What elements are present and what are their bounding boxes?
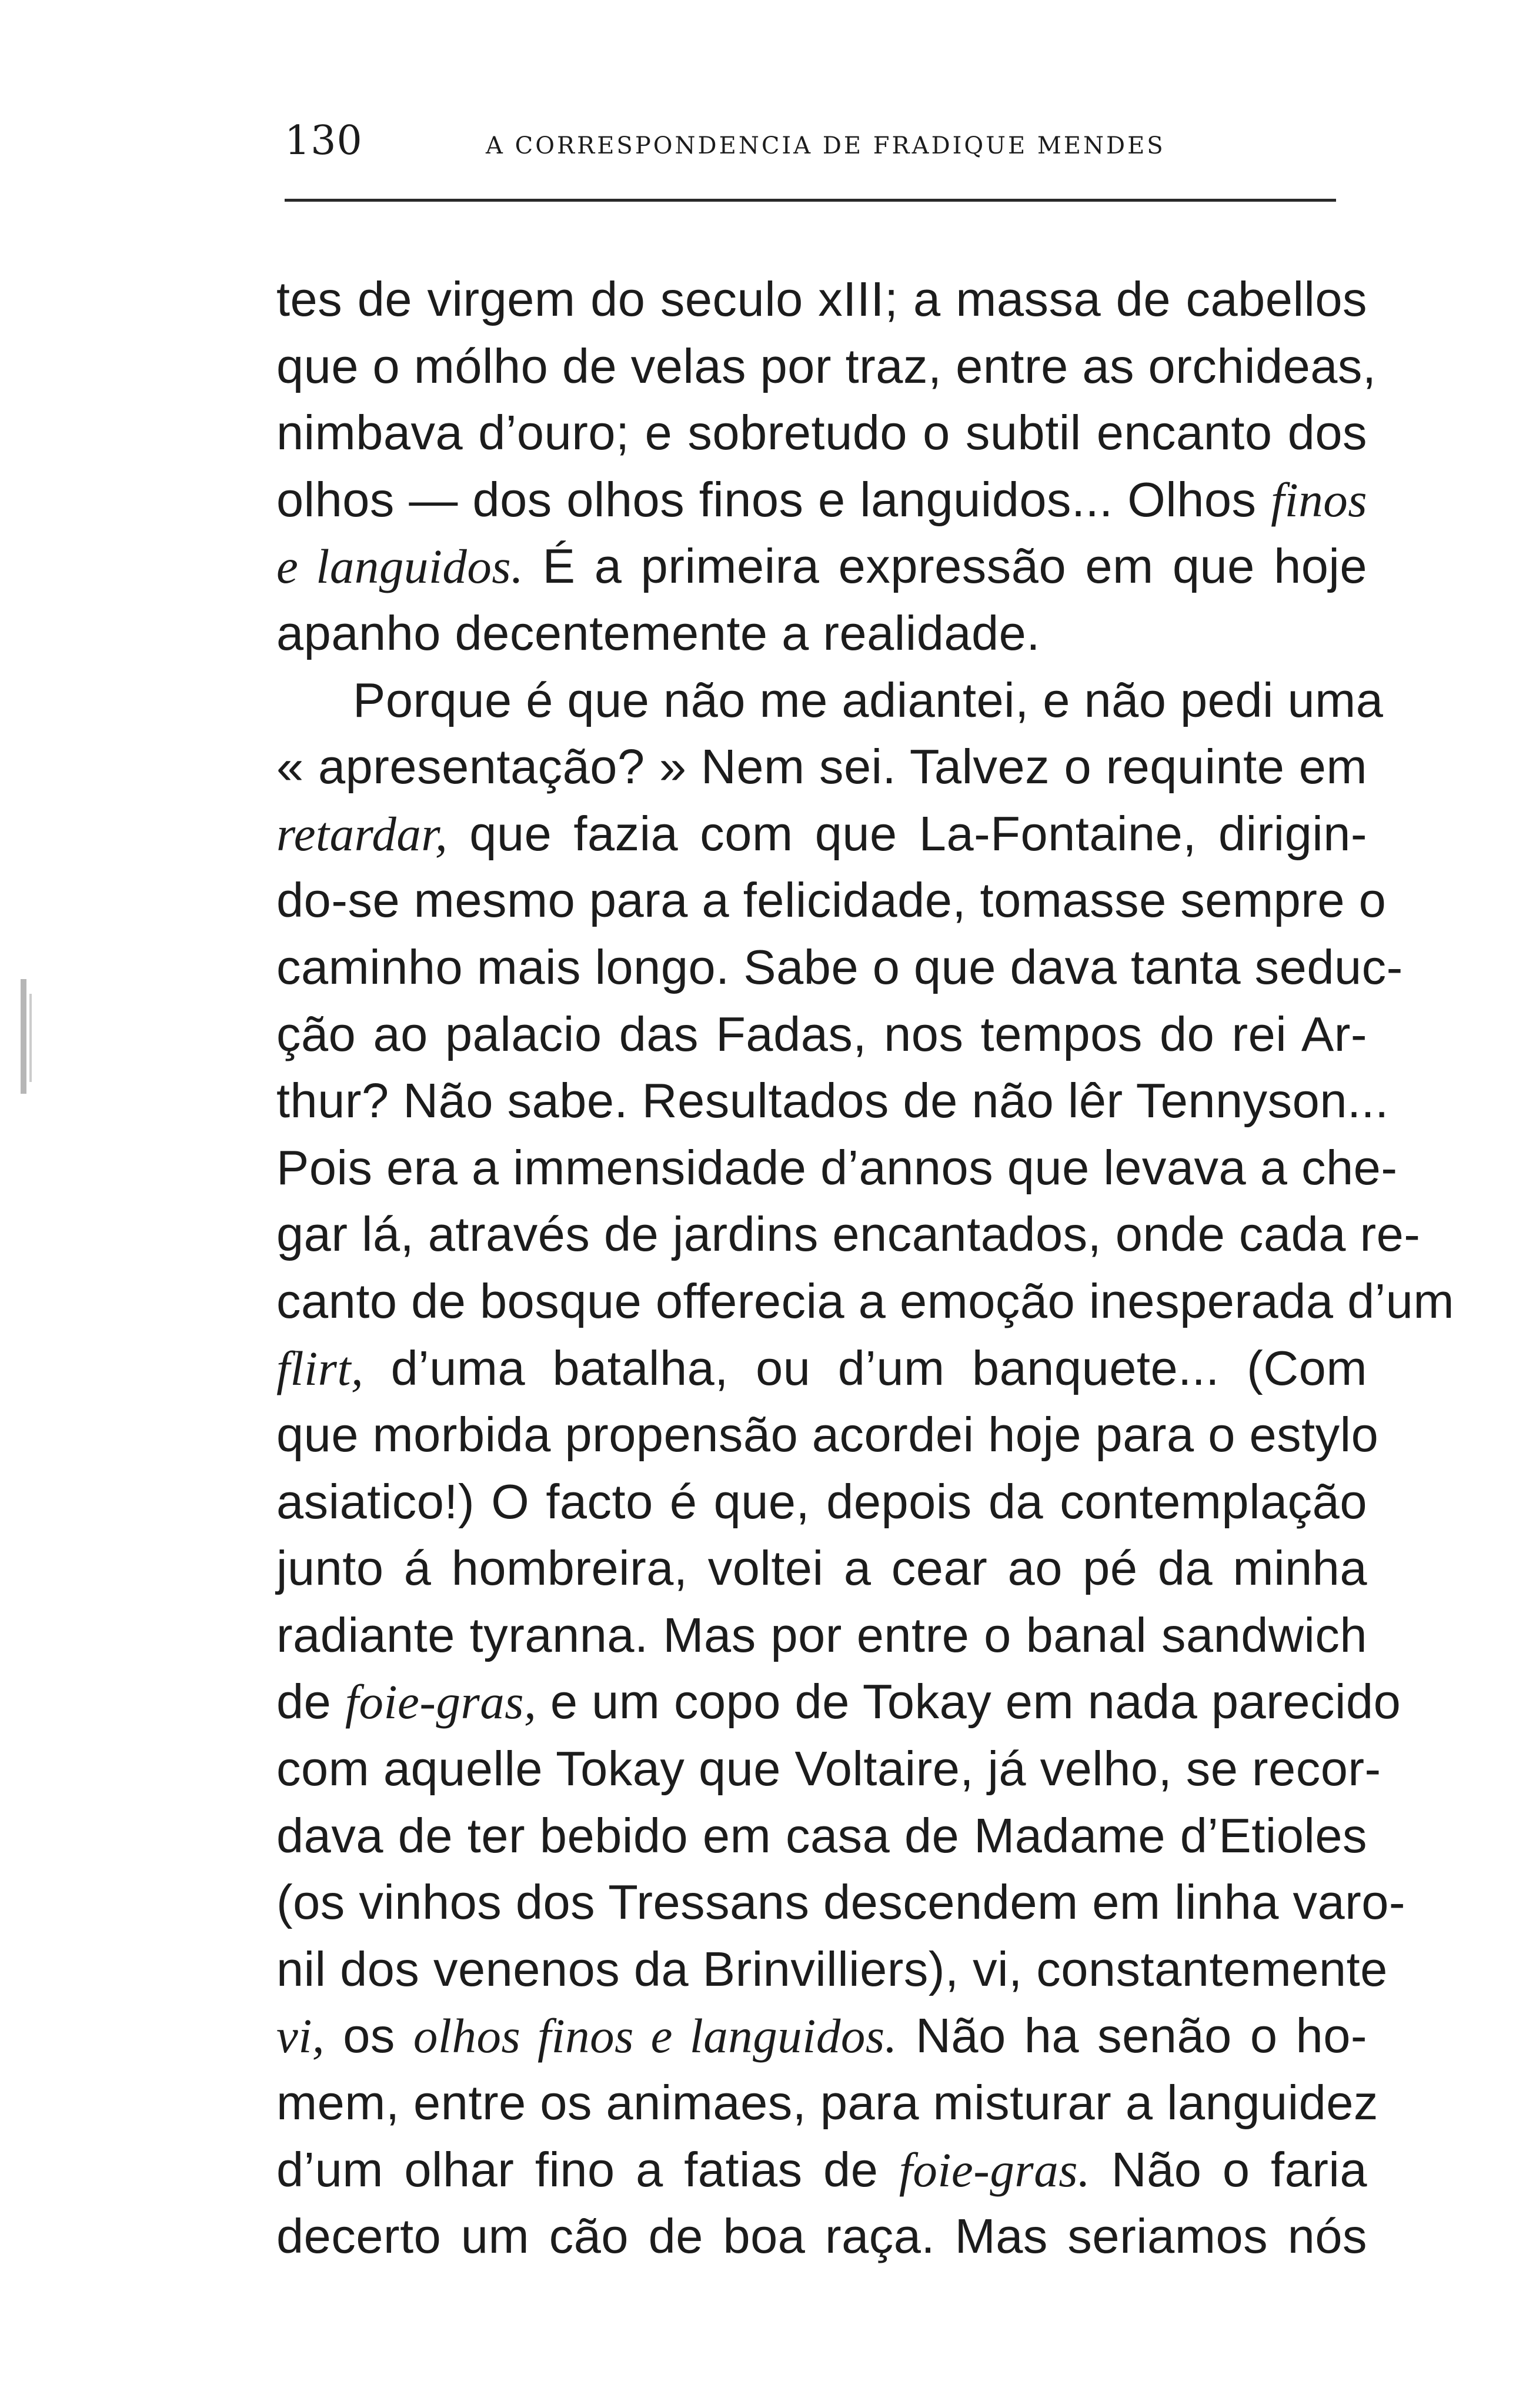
text-line [276, 1668, 1401, 1735]
italic-text: finos [1271, 472, 1367, 527]
text-line [276, 333, 1377, 400]
text-line [276, 1335, 1367, 1402]
text-run: Porque é que não me adiantei, e não pedi uma [353, 672, 1384, 727]
header-rule [285, 199, 1336, 202]
text-run: apanho decentemente a realidade. [276, 605, 1040, 660]
text-run: que o mólho de velas por traz, entre as orchideas, [276, 338, 1377, 393]
italic-text: foie-gras, [345, 1675, 537, 1729]
text-run: Pois era a immensidade d’annos que levava a che- [276, 1140, 1398, 1195]
text-run: ção ao palacio das Fadas, nos tempos do rei Ar- [276, 1006, 1367, 1061]
text-line [276, 1067, 1389, 1134]
text-line [276, 867, 1387, 934]
text-run: caminho mais longo. Sabe o que dava tanta seduc- [276, 939, 1403, 994]
text-line [276, 1869, 1406, 1936]
text-line [276, 600, 1367, 667]
body-text [276, 266, 1454, 2270]
margin-mark [29, 994, 32, 1082]
text-run: com aquelle Tokay que Voltaire, já velho, se recor- [276, 1741, 1381, 1796]
text-run: « apresentação? » Nem sei. Talvez o requinte em [276, 739, 1367, 794]
text-line [276, 733, 1367, 800]
text-run: É a primeira expressão em que hoje [523, 539, 1367, 594]
italic-text: retardar, [276, 806, 448, 861]
text-line [276, 1001, 1367, 1068]
text-line [276, 934, 1403, 1001]
text-run: d’uma batalha, ou d’um banquete... (Com [363, 1340, 1367, 1395]
text-line [276, 2203, 1367, 2270]
text-line [276, 667, 1384, 734]
text-run: e um copo de Tokay em nada parecido [536, 1674, 1401, 1729]
text-run: (os vinhos dos Tressans descendem em linha varo- [276, 1875, 1406, 1930]
text-line [276, 1936, 1388, 2003]
text-line [276, 466, 1367, 533]
text-run: nil dos venenos da Brinvilliers), vi, constantemente [276, 1941, 1388, 1996]
text-run: dava de ter bebido em casa de Madame d’Etioles [276, 1808, 1367, 1863]
text-line [276, 1401, 1379, 1468]
italic-text: vi, [276, 2009, 325, 2063]
text-run: canto de bosque offerecia a emoção inesperada d’um [276, 1273, 1454, 1328]
text-line [276, 800, 1367, 867]
text-line [276, 266, 1367, 333]
running-title: A CORRESPONDENCIA DE FRADIQUE MENDES [486, 132, 1166, 159]
italic-text: e languidos. [276, 539, 524, 594]
text-run: thur? Não sabe. Resultados de não lêr Tennyson... [276, 1073, 1389, 1128]
text-run: os [325, 2008, 413, 2063]
text-run: tes de virgem do seculo xIII; a massa de cabellos [276, 272, 1367, 326]
italic-text: olhos finos e languidos. [413, 2009, 897, 2063]
text-line [276, 1201, 1421, 1268]
text-run: radiante tyranna. Mas por entre o banal sandwich [276, 1607, 1367, 1662]
text-run: que fazia com que La-Fontaine, dirigin- [448, 806, 1367, 861]
text-line [276, 1602, 1367, 1669]
text-run: mem, entre os animaes, para misturar a languidez [276, 2075, 1378, 2130]
text-line [276, 1735, 1381, 1802]
text-run: de [276, 1674, 345, 1729]
page-number: 130 [285, 118, 363, 164]
text-line [276, 1134, 1398, 1201]
text-line [276, 1468, 1367, 1535]
text-line [276, 1268, 1454, 1335]
text-run: que morbida propensão acordei hoje para o estylo [276, 1407, 1379, 1462]
text-run: olhos — dos olhos finos e languidos... Olhos [276, 472, 1271, 527]
text-run: do-se mesmo para a felicidade, tomasse sempre o [276, 873, 1387, 928]
italic-text: flirt, [276, 1341, 364, 1395]
text-run: junto á hombreira, voltei a cear ao pé da minha [276, 1541, 1367, 1596]
text-line [276, 1802, 1367, 1869]
text-run: Não o faria [1090, 2142, 1367, 2197]
text-line [276, 2069, 1378, 2136]
text-run: nimbava d’ouro; e sobretudo o subtil encanto dos [276, 405, 1367, 460]
text-line [276, 2136, 1367, 2203]
text-line [276, 2002, 1367, 2069]
margin-mark [21, 979, 26, 1094]
text-run: decerto um cão de boa raça. Mas seriamos nós [276, 2209, 1367, 2264]
text-line [276, 1535, 1367, 1602]
running-head [285, 112, 1343, 171]
text-run: d’um olhar fino a fatias de [276, 2142, 899, 2197]
text-run: asiatico!) O facto é que, depois da contemplação [276, 1474, 1367, 1529]
text-line [276, 399, 1367, 466]
text-run: Não ha senão o ho- [897, 2008, 1367, 2063]
italic-text: foie-gras. [899, 2142, 1091, 2197]
text-line [276, 533, 1367, 600]
text-run: gar lá, através de jardins encantados, onde cada re- [276, 1207, 1421, 1262]
